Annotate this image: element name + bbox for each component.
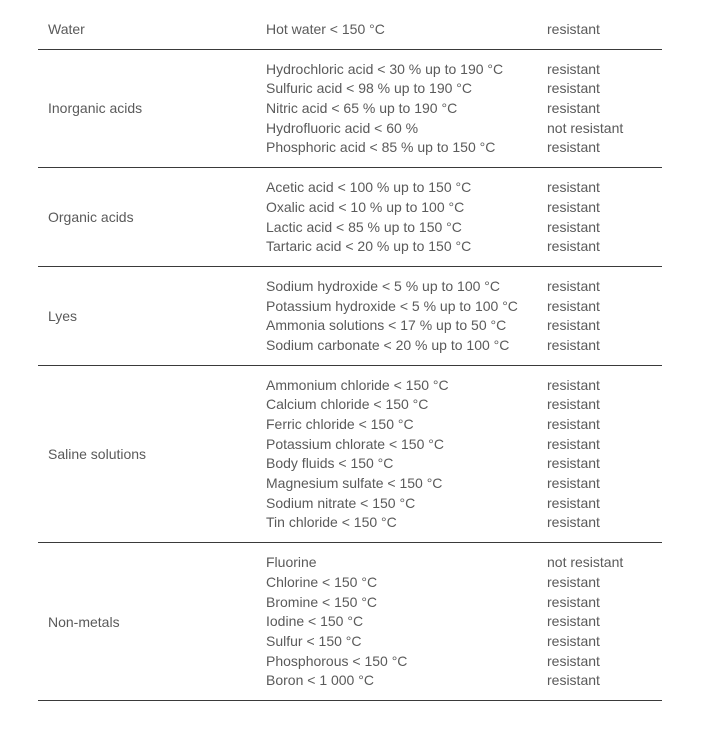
medium-cell: Ammonia solutions < 17 % up to 50 °C xyxy=(266,317,507,334)
table-row xyxy=(266,178,662,198)
resistance-rating-cell: resistant xyxy=(547,179,600,196)
table-row xyxy=(266,553,662,573)
table-group xyxy=(38,366,662,544)
table-row xyxy=(266,593,662,613)
group-rows xyxy=(266,553,662,691)
resistance-rating-cell: resistant xyxy=(547,100,600,117)
table-group xyxy=(38,50,662,168)
table-row xyxy=(266,79,662,99)
medium-cell: Magnesium sulfate < 150 °C xyxy=(266,475,443,492)
medium-cell: Fluorine xyxy=(266,554,317,571)
resistance-rating-cell: not resistant xyxy=(547,119,624,136)
group-label: Organic acids xyxy=(48,209,134,225)
medium-cell: Hot water < 150 °C xyxy=(266,21,385,37)
table-row xyxy=(266,513,662,533)
resistance-rating-cell: resistant xyxy=(547,435,600,452)
table-row xyxy=(266,336,662,356)
group-label: Water xyxy=(48,21,85,38)
resistance-rating-cell: resistant xyxy=(547,455,600,472)
resistance-rating-cell: resistant xyxy=(547,317,600,334)
table-row xyxy=(266,218,662,238)
medium-cell: Boron < 1 000 °C xyxy=(266,672,374,689)
resistance-rating-cell: resistant xyxy=(547,238,600,255)
table-group xyxy=(38,267,662,366)
group-label: Non-metals xyxy=(48,613,120,630)
table-row xyxy=(266,612,662,632)
medium-cell: Sodium carbonate < 20 % up to 100 °C xyxy=(266,336,510,353)
table-row xyxy=(266,573,662,593)
medium-cell: Calcium chloride < 150 °C xyxy=(266,396,429,413)
resistance-rating-cell: resistant xyxy=(547,218,600,235)
medium-cell: Potassium chlorate < 150 °C xyxy=(266,435,444,452)
table-row xyxy=(266,376,662,396)
medium-cell: Sulfuric acid < 98 % up to 190 °C xyxy=(266,80,472,97)
table-row xyxy=(266,119,662,139)
table-group xyxy=(38,10,662,50)
table-group xyxy=(38,168,662,267)
medium-cell: Ferric chloride < 150 °C xyxy=(266,416,414,432)
resistance-rating-cell: resistant xyxy=(547,475,600,492)
group-rows xyxy=(266,178,662,257)
group-label: Lyes xyxy=(48,307,78,324)
medium-cell: Chlorine < 150 °C xyxy=(266,573,378,590)
group-rows xyxy=(266,60,662,158)
medium-cell: Sulfur < 150 °C xyxy=(266,632,362,649)
table-row xyxy=(266,454,662,474)
resistance-rating-cell: resistant xyxy=(547,396,600,413)
medium-cell: Sodium nitrate < 150 °C xyxy=(266,494,416,511)
table-row xyxy=(266,632,662,652)
table-row xyxy=(266,20,662,40)
resistance-rating-cell: resistant xyxy=(547,613,600,630)
medium-cell: Hydrochloric acid < 30 % up to 190 °C xyxy=(266,60,504,77)
table-row xyxy=(266,395,662,415)
resistance-rating-cell: resistant xyxy=(547,80,600,97)
resistance-rating-cell: resistant xyxy=(547,198,600,215)
medium-cell: Nitric acid < 65 % up to 190 °C xyxy=(266,100,458,117)
resistance-rating-cell: resistant xyxy=(547,139,600,156)
group-label: Saline solutions xyxy=(48,445,147,462)
table-group xyxy=(38,543,662,701)
table-row xyxy=(266,474,662,494)
table-row xyxy=(266,415,662,435)
table-row xyxy=(266,652,662,672)
group-label: Inorganic acids xyxy=(48,100,143,117)
resistance-rating-cell: resistant xyxy=(547,376,600,393)
table-row xyxy=(266,138,662,158)
group-rows xyxy=(266,20,662,40)
resistance-rating-cell: resistant xyxy=(547,593,600,610)
medium-cell: Tartaric acid < 20 % up to 150 °C xyxy=(266,238,472,255)
table-row xyxy=(266,60,662,80)
table-row xyxy=(266,237,662,257)
group-rows xyxy=(266,277,662,356)
resistance-rating-cell: resistant xyxy=(547,277,600,294)
medium-cell: Sodium hydroxide < 5 % up to 100 °C xyxy=(266,277,501,294)
resistance-rating-cell: resistant xyxy=(547,514,600,531)
resistance-rating-cell: resistant xyxy=(547,573,600,590)
medium-cell: Phosphorous < 150 °C xyxy=(266,652,408,669)
resistance-rating-cell: resistant xyxy=(547,632,600,649)
medium-cell: Acetic acid < 100 % up to 150 °C xyxy=(266,179,472,196)
resistance-rating-cell: resistant xyxy=(547,672,600,689)
table-row xyxy=(266,297,662,317)
table-row xyxy=(266,435,662,455)
medium-cell: Hydrofluoric acid < 60 % xyxy=(266,119,419,136)
resistance-rating-cell: not resistant xyxy=(547,554,624,571)
table-row xyxy=(266,99,662,119)
resistance-rating-cell: resistant xyxy=(547,21,600,37)
medium-cell: Ammonium chloride < 150 °C xyxy=(266,376,449,393)
medium-cell: Tin chloride < 150 °C xyxy=(266,514,397,531)
medium-cell: Body fluids < 150 °C xyxy=(266,455,394,472)
resistance-rating-cell: resistant xyxy=(547,494,600,511)
table-row xyxy=(266,316,662,336)
table-row xyxy=(266,494,662,514)
resistance-rating-cell: resistant xyxy=(547,416,600,432)
resistance-rating-cell: resistant xyxy=(547,652,600,669)
table-row xyxy=(266,277,662,297)
table-row xyxy=(266,671,662,691)
medium-cell: Iodine < 150 °C xyxy=(266,613,364,630)
chemical-resistance-table xyxy=(38,10,662,701)
table-row xyxy=(266,198,662,218)
medium-cell: Phosphoric acid < 85 % up to 150 °C xyxy=(266,139,496,156)
group-rows xyxy=(266,376,662,534)
medium-cell: Potassium hydroxide < 5 % up to 100 °C xyxy=(266,297,518,314)
medium-cell: Bromine < 150 °C xyxy=(266,593,378,610)
resistance-rating-cell: resistant xyxy=(547,336,600,353)
resistance-rating-cell: resistant xyxy=(547,297,600,314)
medium-cell: Lactic acid < 85 % up to 150 °C xyxy=(266,218,462,235)
resistance-rating-cell: resistant xyxy=(547,60,600,77)
medium-cell: Oxalic acid < 10 % up to 100 °C xyxy=(266,198,465,215)
